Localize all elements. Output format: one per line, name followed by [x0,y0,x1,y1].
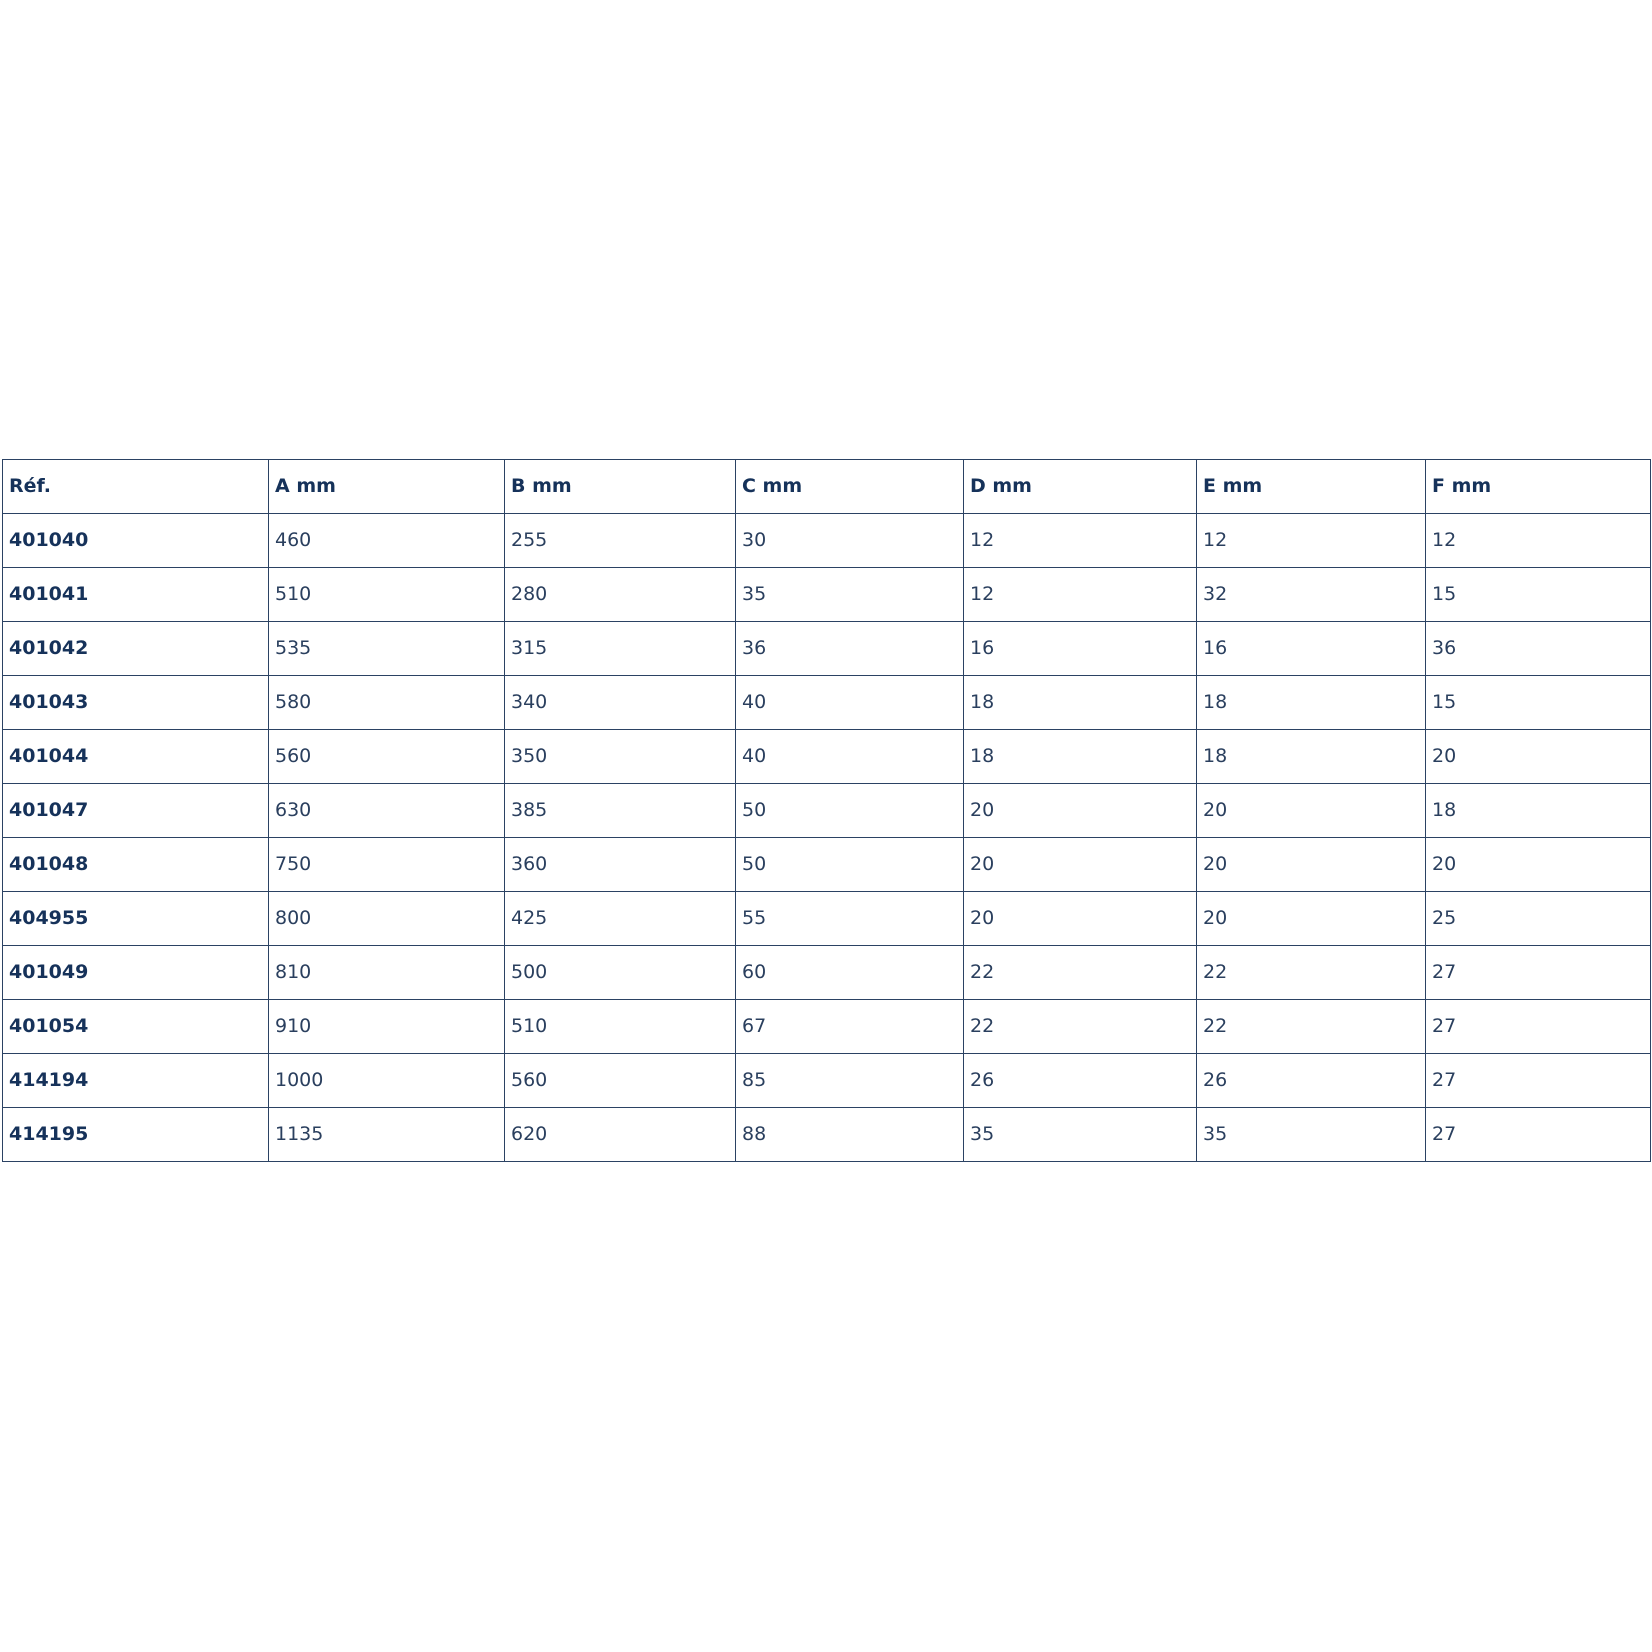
cell-c: 40 [736,676,964,730]
cell-f: 15 [1426,676,1651,730]
cell-d: 22 [964,946,1197,1000]
cell-ref: 414194 [3,1054,269,1108]
cell-a: 560 [269,730,505,784]
cell-d: 20 [964,784,1197,838]
table-row [3,784,1651,838]
cell-e: 18 [1197,730,1426,784]
cell-a: 510 [269,568,505,622]
cell-e: 35 [1197,1108,1426,1162]
cell-f: 15 [1426,568,1651,622]
table-row [3,1054,1651,1108]
cell-d: 18 [964,676,1197,730]
column-header-d: D mm [964,460,1197,514]
cell-c: 50 [736,784,964,838]
cell-e: 22 [1197,946,1426,1000]
cell-ref: 401043 [3,676,269,730]
table-header-row [3,460,1651,514]
table-row [3,838,1651,892]
cell-f: 20 [1426,838,1651,892]
cell-d: 20 [964,892,1197,946]
cell-e: 12 [1197,514,1426,568]
cell-e: 20 [1197,892,1426,946]
cell-d: 26 [964,1054,1197,1108]
cell-a: 750 [269,838,505,892]
cell-c: 36 [736,622,964,676]
cell-a: 460 [269,514,505,568]
cell-ref: 401040 [3,514,269,568]
cell-c: 67 [736,1000,964,1054]
cell-b: 280 [505,568,736,622]
cell-c: 55 [736,892,964,946]
cell-b: 510 [505,1000,736,1054]
column-header-f: F mm [1426,460,1651,514]
cell-f: 20 [1426,730,1651,784]
cell-f: 25 [1426,892,1651,946]
cell-b: 425 [505,892,736,946]
cell-d: 22 [964,1000,1197,1054]
cell-e: 18 [1197,676,1426,730]
cell-a: 800 [269,892,505,946]
cell-ref: 404955 [3,892,269,946]
table-row [3,946,1651,1000]
cell-ref: 401047 [3,784,269,838]
cell-d: 12 [964,514,1197,568]
dimensions-table-container [2,459,1650,1162]
cell-a: 630 [269,784,505,838]
cell-a: 535 [269,622,505,676]
cell-c: 60 [736,946,964,1000]
cell-c: 50 [736,838,964,892]
cell-e: 20 [1197,838,1426,892]
cell-c: 88 [736,1108,964,1162]
cell-ref: 401054 [3,1000,269,1054]
column-header-b: B mm [505,460,736,514]
cell-ref: 401048 [3,838,269,892]
cell-b: 560 [505,1054,736,1108]
cell-c: 30 [736,514,964,568]
cell-a: 1000 [269,1054,505,1108]
table-row [3,1000,1651,1054]
cell-ref: 401049 [3,946,269,1000]
cell-d: 12 [964,568,1197,622]
cell-a: 810 [269,946,505,1000]
table-row [3,676,1651,730]
cell-a: 1135 [269,1108,505,1162]
cell-e: 16 [1197,622,1426,676]
cell-b: 350 [505,730,736,784]
cell-ref: 401041 [3,568,269,622]
cell-f: 27 [1426,1108,1651,1162]
cell-b: 620 [505,1108,736,1162]
cell-ref: 401044 [3,730,269,784]
cell-c: 35 [736,568,964,622]
cell-c: 85 [736,1054,964,1108]
cell-f: 18 [1426,784,1651,838]
cell-a: 910 [269,1000,505,1054]
column-header-e: E mm [1197,460,1426,514]
cell-d: 20 [964,838,1197,892]
cell-f: 36 [1426,622,1651,676]
cell-f: 12 [1426,514,1651,568]
dimensions-table [2,459,1651,1162]
table-row [3,730,1651,784]
table-row [3,568,1651,622]
table-row [3,892,1651,946]
cell-d: 18 [964,730,1197,784]
cell-c: 40 [736,730,964,784]
column-header-a: A mm [269,460,505,514]
cell-b: 255 [505,514,736,568]
cell-b: 315 [505,622,736,676]
cell-d: 16 [964,622,1197,676]
column-header-c: C mm [736,460,964,514]
cell-a: 580 [269,676,505,730]
table-row [3,514,1651,568]
table-body [3,514,1651,1162]
column-header-ref: Réf. [3,460,269,514]
cell-ref: 414195 [3,1108,269,1162]
table-row [3,622,1651,676]
cell-b: 500 [505,946,736,1000]
cell-e: 22 [1197,1000,1426,1054]
cell-d: 35 [964,1108,1197,1162]
cell-b: 340 [505,676,736,730]
cell-f: 27 [1426,1054,1651,1108]
cell-e: 20 [1197,784,1426,838]
cell-b: 385 [505,784,736,838]
cell-f: 27 [1426,1000,1651,1054]
table-row [3,1108,1651,1162]
cell-ref: 401042 [3,622,269,676]
cell-e: 26 [1197,1054,1426,1108]
cell-e: 32 [1197,568,1426,622]
cell-f: 27 [1426,946,1651,1000]
cell-b: 360 [505,838,736,892]
